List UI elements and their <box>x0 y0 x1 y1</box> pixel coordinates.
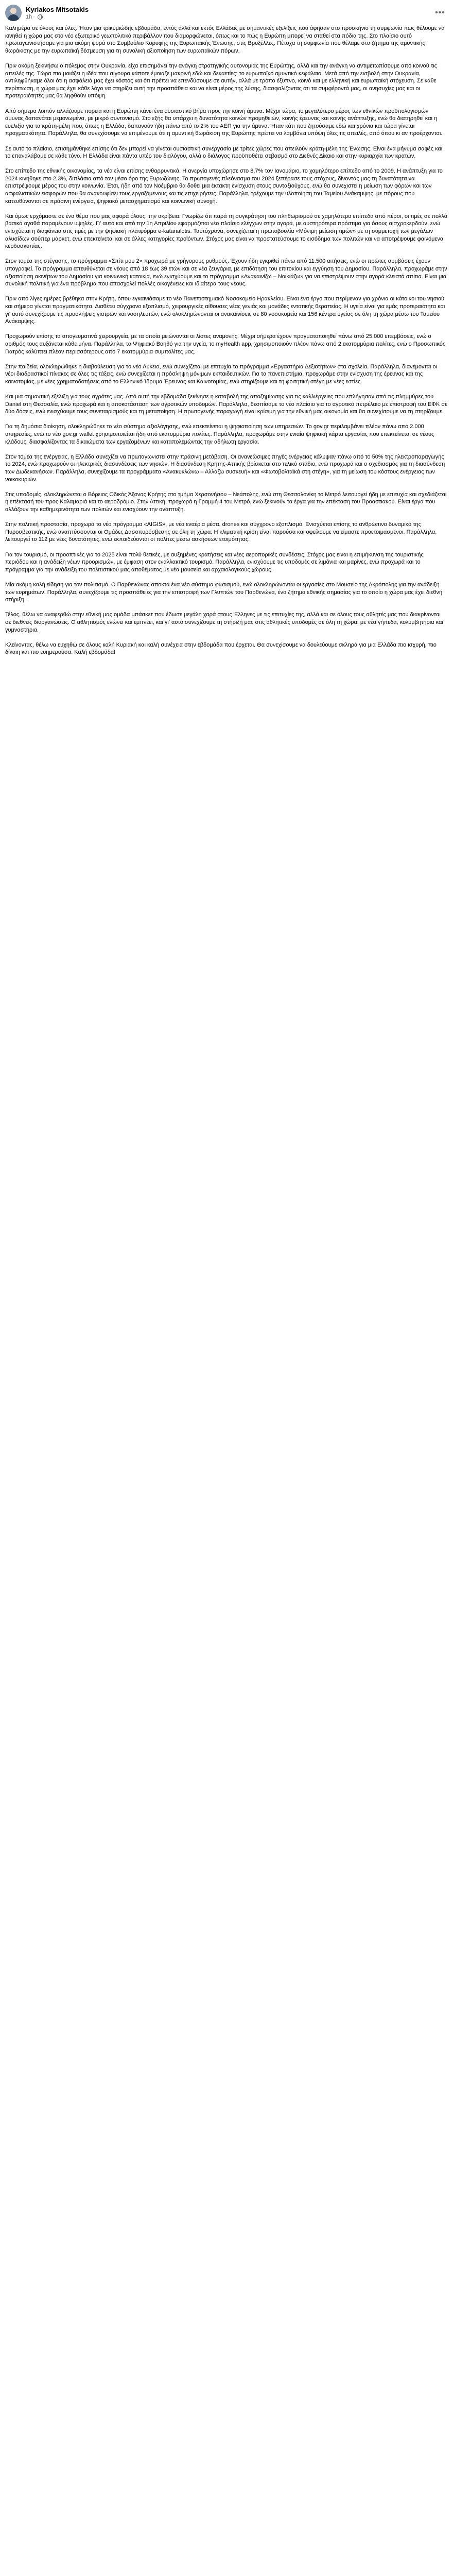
post-paragraph: Μία ακόμη καλή είδηση για τον πολιτισμό. Ο Παρθενώνας αποκτά ένα νέο σύστημα φωτισμού, ενώ ολοκληρώνονται οι εργασίες στο Μουσείο της Ακρόπολης για την ανάδειξη των ευρημάτων. Παράλληλα, συνεχίζουμε τις προσπάθειες για την επιστροφή των Γλυπτών του Παρθενώνα, ένα ζήτημα εθνικής σημασίας για το οποίο η χώρα μας έχει διεθνή στήριξη. <box>5 581 443 603</box>
post-paragraph: Και όμως ερχόμαστε σε ένα θέμα που μας αφορά όλους: την ακρίβεια. Γνωρίζω ότι παρά τη συγκράτηση του πληθωρισμού σε χαμηλότερα επίπεδα από πέρσι, οι τιμές σε πολλά βασικά αγαθά παραμένουν υψηλές. Γι' αυτό και από την 1η Απριλίου εφαρμόζεται νέο πλαίσιο ελέγχων στην αγορά, με αυστηρότερα πρόστιμα για όσους αισχροκερδούν, ενώ ενισχύεται η διαφάνεια στις τιμές με την ψηφιακή πλατφόρμα e-katanalotis. Ταυτόχρονα, συνεχίζεται η πρωτοβουλία «Μόνιμη μείωση τιμών» με τη συμμετοχή των μεγάλων αλυσίδων σούπερ μάρκετ, ενώ επεκτείνεται και σε άλλες κατηγορίες προϊόντων. Στόχος μας είναι να προστατεύσουμε το εισόδημα των πολιτών και να αποτρέψουμε φαινόμενα κερδοσκοπίας. <box>5 213 448 250</box>
post-paragraph: Για τη δημόσια διοίκηση, ολοκληρώθηκε το νέο σύστημα αξιολόγησης, ενώ επεκτείνεται η ψηφιοποίηση των υπηρεσιών. Το gov.gr περιλαμβάνει πλέον πάνω από 2.000 υπηρεσίες, ενώ το νέο gov.gr wallet χρησιμοποιείται ήδη από εκατομμύρια πολίτες. Παράλληλα, προχωράμε στην ενιαία ψηφιακή κάρτα εργασίας που επεκτείνεται σε νέους κλάδους, διασφαλίζοντας τα δικαιώματα των εργαζομένων και καταπολεμώντας την αδήλωτη εργασία. <box>5 423 434 445</box>
post-paragraph: Στην παιδεία, ολοκληρώθηκε η διαβούλευση για το νέο Λύκειο, ενώ συνεχίζεται με επιτυχία το πρόγραμμα «Εργαστήρια Δεξιοτήτων» στα σχολεία. Παράλληλα, διανέμονται οι νέοι διαδραστικοί πίνακες σε όλες τις τάξεις, ενώ συνεχίζεται η πρόσληψη μόνιμων εκπαιδευτικών. Για τα πανεπιστήμια, προχωράμε στην ενίσχυση της έρευνας και της καινοτομίας, με νέες χρηματοδοτήσεις από το Ελληνικό Ίδρυμα Έρευνας και Καινοτομίας, ενώ στηρίζουμε και τη φοιτητική στέγη με νέες εστίες. <box>5 363 438 385</box>
post-paragraph: Πριν ακόμη ξεκινήσω ο πόλεμος στην Ουκρανία, είχα επισημάνει την ανάγκη στρατηγικής αυτονομίας της Ευρώπης, αλλά και την ανάγκη να αντιμετωπίσουμε από κοινού τις απειλές της. Τώρα πια μοιάζει η ιδέα που σίγουρα κάποτε έμοιαζε μακρινή εδώ και δεκαετίες: το ευρωπαϊκό αμυντικό κεφάλαιο. Μετά από την εισβολή στην Ουκρανία, αντιληφθήκαμε όλοι ότι η ασφάλειά μας έχει κόστος και ότι πρέπει να επενδύσουμε σε αυτήν, αλλά με τρόπο έξυπνο, κοινό και με ελληνική και ευρωπαϊκή στόχευση. Σε κάθε περίπτωση, η χώρα μας έχει κάθε λόγο να στηρίζει αυτή την προσπάθεια και να είναι μέρος της λύσης, διασφαλίζοντας ότι τα συμφέροντά μας, οι ανησυχίες μας και οι προτεραιότητές μας θα ληφθούν υπόψη. <box>5 62 437 99</box>
post-time-row: 1h · <box>26 14 89 20</box>
post-paragraph: Πριν από λίγες ημέρες βρέθηκα στην Κρήτη, όπου εγκαινιάσαμε το νέο Πανεπιστημιακό Νοσοκομείο Ηρακλείου. Είναι ένα έργο που περίμεναν για χρόνια οι κάτοικοι του νησιού και σήμερα γίνεται πραγματικότητα. Διαθέτει σύγχρονο εξοπλισμό, χειρουργικές αίθουσες νέας γενιάς και μονάδες εντατικής θεραπείας. Η υγεία είναι για εμάς προτεραιότητα και γι' αυτό συνεχίζουμε τις προσλήψεις γιατρών και νοσηλευτών, ενώ ολοκληρώνονται οι ανακαινίσεις σε 80 νοσοκομεία και 156 κέντρα υγείας σε όλη τη χώρα μέσω του Ταμείου Ανάκαμψης. <box>5 296 445 325</box>
author-name[interactable]: Kyriakos Mitsotakis <box>26 6 89 13</box>
post-paragraph: Στον τομέα της στέγασης, το πρόγραμμα «Σπίτι μου 2» προχωρά με γρήγορους ρυθμούς. Έχουν ήδη εγκριθεί πάνω από 11.500 αιτήσεις, ενώ οι πρώτες συμβάσεις έχουν υπογραφεί. Το πρόγραμμα απευθύνεται σε νέους από 18 έως 39 ετών και σε νέα ζευγάρια, με επιδότηση του επιτοκίου και εγγύηση του Δημοσίου. Παράλληλα, προχωράμε στην αξιοποίηση ακινήτων του Δημοσίου για κοινωνική κατοικία, ενώ ενισχύουμε και το πρόγραμμα «Ανακαινίζω – Νοικιάζω» για να επιστρέψουν στην αγορά κλειστά σπίτια. Είναι μια συνολική πολιτική για ένα πρόβλημα που απασχολεί πολλές οικογένειες και ιδιαίτερα τους νέους. <box>5 258 447 287</box>
post-paragraph: Προχωρούν επίσης τα απογευματινά χειρουργεία, με τα οποία μειώνονται οι λίστες αναμονής. Μέχρι σήμερα έχουν πραγματοποιηθεί πάνω από 25.000 επεμβάσεις, ενώ ο αριθμός τους αυξάνεται κάθε μήνα. Παράλληλα, το Ψηφιακό Βοηθό για την υγεία, το myHealth app, χρησιμοποιούν πλέον πάνω από 2 εκατομμύρια πολίτες, ενώ ο Προσωπικός Γιατρός καλύπτει πλέον περισσότερους από 7 εκατομμύρια συμπολίτες μας. <box>5 333 446 355</box>
post-paragraph: Στις υποδομές, ολοκληρώνεται ο Βόρειος Οδικός Άξονας Κρήτης στο τμήμα Χερσονήσου – Νεάπολης, ενώ στη Θεσσαλονίκη το Μετρό λειτουργεί ήδη με επιτυχία και σχεδιάζεται η επέκτασή του προς Καλαμαριά και το αεροδρόμιο. Στην Αττική, προχωρά η Γραμμή 4 του Μετρό, ενώ ξεκινούν τα έργα για την επέκταση του Προαστιακού. Είναι έργα που αλλάζουν την καθημερινότητα των πολιτών και ενισχύουν την ανάπτυξη. <box>5 491 447 513</box>
post-paragraph: Για τον τουρισμό, οι προοπτικές για το 2025 είναι πολύ θετικές, με αυξημένες κρατήσεις και νέες αεροπορικές συνδέσεις. Στόχος μας είναι η επιμήκυνση της τουριστικής περιόδου και η ανάδειξη νέων προορισμών, με έμφαση στον εναλλακτικό τουρισμό. Παράλληλα, ενισχύουμε τις υποδομές σε λιμάνια και μαρίνες, ενώ προχωρά και το πρόγραμμα για την ανάδειξη του πολιτιστικού μας αποθέματος με νέα μουσεία και αρχαιολογικούς χώρους. <box>5 551 424 573</box>
post-header <box>0 0 453 25</box>
post-paragraph: Στο επίπεδο της εθνικής οικονομίας, τα νέα είναι επίσης ενθαρρυντικά. Η ανεργία υποχώρησε στο 8,7% τον Ιανουάριο, το χαμηλότερο επίπεδο από το 2009. Η ανάπτυξη για το 2024 κινήθηκε στο 2,3%, διπλάσια από τον μέσο όρο της Ευρωζώνης. Το πρωτογενές πλεόνασμα του 2024 ξεπέρασε τους στόχους, δίνοντάς μας τη δυνατότητα να επιστρέψουμε μέρος του στην κοινωνία. Έτσι, ήδη από τον Νοέμβριο θα δοθεί μια έκτακτη ενίσχυση στους συνταξιούχους, ενώ θα συνεχιστεί η μείωση των φόρων και των ασφαλιστικών εισφορών που θα ανακουφίσει τους εργαζόμενους και τις επιχειρήσεις. Παράλληλα, τρέχουμε την υλοποίηση του Ταμείου Ανάκαμψης, με πόρους που κατευθύνονται σε πράσινη ενέργεια, ψηφιακό μετασχηματισμό και κοινωνική συνοχή. <box>5 168 443 205</box>
post-paragraph: Από σήμερα λοιπόν αλλάζουμε πορεία και η Ευρώπη κάνει ένα ουσιαστικό βήμα προς την κοινή άμυνα. Μέχρι τώρα, το μεγαλύτερο μέρος των εθνικών προϋπολογισμών άμυνας δαπανάται μεμονωμένα, με μικρό συντονισμό. Στο εξής θα υπάρχει η δυνατότητα κοινών προμηθειών, κοινής έρευνας και κοινής ανάπτυξης, ενώ θα διατηρηθεί και η ευελιξία για τα κράτη-μέλη που, όπως η Ελλάδα, δαπανούν ήδη πάνω από το 2% του ΑΕΠ για την άμυνα. Ήταν κάτι που ζητούσαμε εδώ και χρόνια και τώρα γίνεται πραγματικότητα. Παράλληλα, θα συνεχίσουμε να επιμένουμε ότι η αμυντική θωράκιση της Ευρώπης πρέπει να λαμβάνει υπόψη όλες τις απειλές, από όπου κι αν προέρχονται. <box>5 108 443 137</box>
post-paragraph: Καλημέρα σε όλους και όλες. Ήταν μια τρικυμιώδης εβδομάδα, εντός αλλά και εκτός Ελλάδας με σημαντικές εξελίξεις που άφησαν στο προσκήνιο τη συμφωνία πως θέλουμε να κινηθεί η χώρα μας στο νέο εξωτερικό γεωπολιτικό περιβάλλον που διαμορφώνεται, όπως και το πώς η Ευρώπη μπορεί να σταθεί στα πόδια της. Στο πλαίσιο αυτό πρωταγωνιστήσαμε για μια ακόμη φορά στο Συμβούλιο Κορυφής της Ευρωπαϊκής Ένωσης, στις Βρυξέλλες. Πέτυχα τη συμφωνία που θέλαμε στο ζήτημα της αμυντικής θωράκισης με την ευρωπαϊκή δέσμευση για τη συνολική αξιοποίηση των ευρωπαϊκών πόρων. <box>5 25 445 54</box>
post-paragraph: Στην πολιτική προστασία, προχωρά το νέο πρόγραμμα «AIGIS», με νέα εναέρια μέσα, drones και σύγχρονο εξοπλισμό. Ενισχύεται επίσης το ανθρώπινο δυναμικό της Πυροσβεστικής, ενώ αναπτύσσονται οι Ομάδες Δασοπυρόσβεσης σε όλη τη χώρα. Η κλιματική κρίση είναι παρούσα και οφείλουμε να είμαστε προετοιμασμένοι. Παράλληλα, λειτουργεί το 112 με νέες δυνατότητες, ενώ εκπαιδεύονται οι πολίτες μέσω ασκήσεων ετοιμότητας. <box>5 521 437 543</box>
post-time[interactable]: 1h <box>26 14 32 20</box>
post-meta <box>26 6 89 20</box>
post-paragraph: Και μια σημαντική εξέλιξη για τους αγρότες μας. Από αυτή την εβδομάδα ξεκίνησε η καταβολή της αποζημίωσης για τις καλλιέργειες που επλήγησαν από τις πλημμύρες του Daniel στη Θεσσαλία, ενώ προχωρά και η αποκατάσταση των αγροτικών υποδομών. Παράλληλα, θεσπίσαμε το νέο πλαίσιο για το αγροτικό πετρέλαιο με επιστροφή του ΕΦΚ σε δύο δόσεις, ενώ ενισχύουμε τους συνεταιρισμούς και τη μεταποίηση. Η πρωτογενής παραγωγή είναι κρίσιμη για την εθνική μας οικονομία και θα συνεχίσουμε να τη στηρίζουμε. <box>5 394 448 415</box>
post-paragraph: Σε αυτό το πλαίσιο, επισημάνθηκε επίσης ότι δεν μπορεί να γίνεται ουσιαστική συνεργασία με τρίτες χώρες που απειλούν κράτη-μέλη της Ένωσης. Είναι ένα μήνυμα σαφές και το επαναλάβαμε σε κάθε τόνο. Η Ελλάδα είναι πάντα υπέρ του διαλόγου, αλλά ο διάλογος προϋποθέτει σεβασμό στο Διεθνές Δίκαιο και στην κυριαρχία των κρατών. <box>5 145 443 160</box>
globe-icon <box>38 14 43 20</box>
avatar[interactable] <box>5 5 22 21</box>
post-body <box>0 25 453 656</box>
post-paragraph: Στον τομέα της ενέργειας, η Ελλάδα συνεχίζει να πρωταγωνιστεί στην πράσινη μετάβαση. Οι ανανεώσιμες πηγές ενέργειας κάλυψαν πάνω από το 50% της ηλεκτροπαραγωγής το 2024, ενώ προχωρούν οι ηλεκτρικές διασυνδέσεις των νησιών. Η διασύνδεση Κρήτης-Αττικής βρίσκεται στο τελικό στάδιο, ενώ προχωρά και ο σχεδιασμός για τη διασύνδεση των Δωδεκανήσων. Παράλληλα, συνεχίζουμε τα προγράμματα «Ανακυκλώνω – Αλλάζω συσκευή» και «Φωτοβολταϊκά στη στέγη», για τη μείωση του κόστους ενέργειας των νοικοκυριών. <box>5 453 445 483</box>
post-paragraph: Τέλος, θέλω να αναφερθώ στην εθνική μας ομάδα μπάσκετ που έδωσε μεγάλη χαρά στους Έλληνες με τις επιτυχίες της, αλλά και σε όλους τους αθλητές μας που διακρίνονται σε διεθνείς διοργανώσεις. Ο αθλητισμός ενώνει και εμπνέει, και γι' αυτό συνεχίζουμε τη στήριξή μας στις αθλητικές υποδομές σε όλη τη χώρα, με νέα γήπεδα, κολυμβητήρια και γυμναστήρια. <box>5 612 443 633</box>
more-options-icon[interactable]: ••• <box>435 8 445 17</box>
post-paragraph: Κλείνοντας, θέλω να ευχηθώ σε όλους καλή Κυριακή και καλή συνέχεια στην εβδομάδα που έρχεται. Θα συνεχίσουμε να δουλεύουμε σκληρά για μια Ελλάδα πιο ισχυρή, πιο δίκαιη και πιο ευημερούσα. Καλή εβδομάδα! <box>5 641 437 656</box>
